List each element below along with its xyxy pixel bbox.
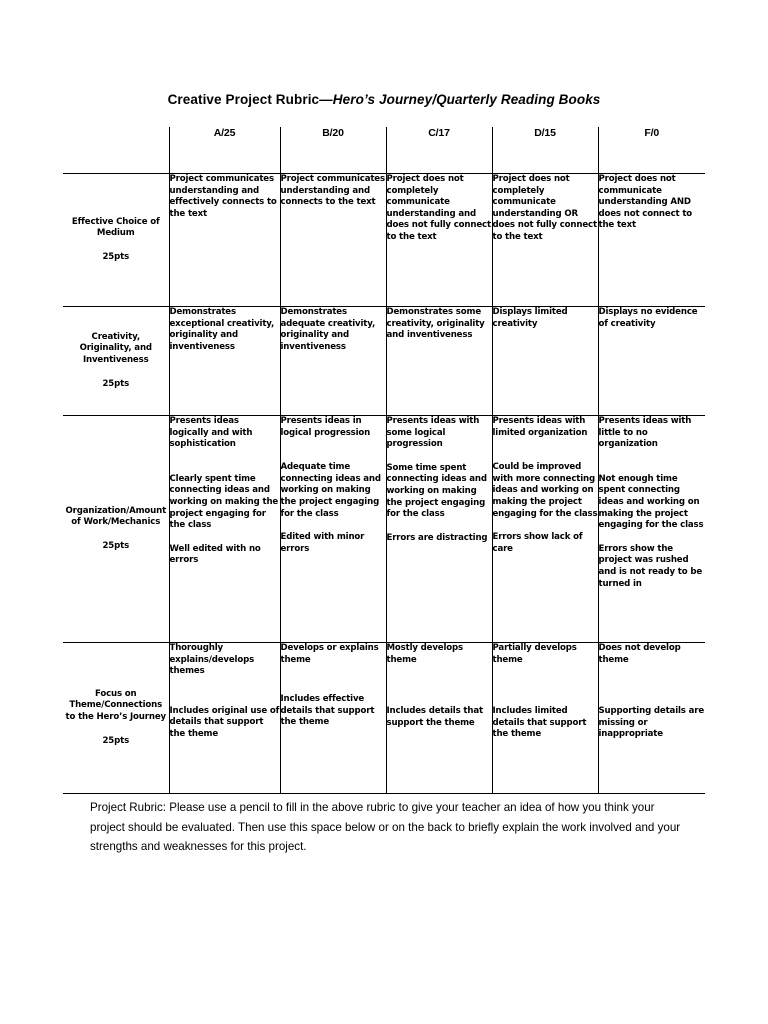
cell-text: Presents ideas with limited organization [492,416,588,438]
rubric-cell [280,307,386,416]
rubric-cell [169,643,280,794]
cell-text: Well edited with no errors [169,543,261,566]
rubric-row [63,174,705,307]
rubric-cell [492,307,598,416]
rubric-row [63,643,705,794]
cell-text: Not enough time spent connecting ideas and working on making the project engaging for the class [598,473,704,531]
rubric-cell [386,307,492,416]
cell-text: Demonstrates adequate creativity, originality and inventiveness [280,307,376,352]
cell-text: Edited with minor errors [280,532,365,554]
cell-text: Project does not completely communicate understanding OR does not fully connect to the text [492,174,597,242]
cell-text: Includes details that support the theme [386,706,483,728]
criterion-label: Creativity, Originality, and Inventiveness [79,331,152,365]
criterion-cell [63,307,169,416]
cell-text: Supporting details are missing or inappropriate [598,706,705,740]
rubric-table [63,127,705,794]
cell-text: Demonstrates exceptional creativity, originality and inventiveness [169,307,275,352]
cell-text: Demonstrates some creativity, originality and inventiveness [386,307,485,341]
cell-text: Presents ideas with some logical progression [386,416,480,450]
rubric-cell [280,174,386,307]
rubric-cell [386,643,492,794]
criterion-points: 25pts [102,735,130,746]
cell-text: Partially develops theme [492,643,577,665]
title-italic: Hero’s Journey/Quarterly Reading Books [332,92,601,107]
cell-text: Errors show the project was rushed and is not ready to be turned in [598,543,703,589]
criterion-points: 25pts [102,378,130,389]
rubric-cell [492,416,598,643]
grade-header: D/15 [492,127,598,174]
cell-text: Errors are distracting [386,532,488,543]
cell-text: Displays limited creativity [492,307,568,329]
cell-text: Includes limited details that support the theme [492,706,587,740]
rubric-cell [386,174,492,307]
grade-header: A/25 [169,127,280,174]
grade-header-row [63,127,705,174]
cell-text: Displays no evidence of creativity [598,307,698,329]
cell-text: Some time spent connecting ideas and working on making the project engaging for the class [386,462,487,520]
rubric-cell [598,643,705,794]
cell-text: Adequate time connecting ideas and working on making the project engaging for the class [280,462,381,519]
criterion-points: 25pts [102,540,130,551]
cell-text: Presents ideas in logical progression [280,416,371,438]
grade-header: C/17 [386,127,492,174]
grade-header: B/20 [280,127,386,174]
rubric-cell [598,307,705,416]
cell-text: Includes original use of details that support the theme [169,705,280,739]
rubric-cell [492,643,598,794]
criterion-points: 25pts [102,251,130,262]
rubric-cell [169,416,280,643]
criterion-label: Organization/Amount of Work/Mechanics [65,505,167,528]
rubric-cell [280,643,386,794]
rubric-row [63,307,705,416]
cell-text: Clearly spent time connecting ideas and working on making the project engaging for the class [169,473,279,531]
cell-text: Develops or explains theme [280,643,379,665]
criterion-cell [63,416,169,643]
cell-text: Does not develop theme [598,643,681,665]
cell-text: Project communicates understanding and connects to the text [280,174,385,208]
footer-note: Project Rubric: Please use a pencil to fill in the above rubric to give your teacher an idea of how you think your project should be evaluated. Then use this space below or on the back to briefly explain the work involved and your strengths and weaknesses for this project. [90,801,681,853]
cell-text: Errors show lack of care [492,532,583,554]
criterion-label: Effective Choice of Medium [71,216,160,239]
criterion-cell [63,643,169,794]
criterion-label: Focus on Theme/Connections to the Hero’s Journey [65,688,166,722]
cell-text: Project communicates understanding and effectively connects to the text [169,174,277,219]
rubric-cell [169,307,280,416]
rubric-cell [598,174,705,307]
cell-text: Presents ideas with little to no organization [598,416,692,450]
cell-text: Project does not communicate understanding AND does not connect to the text [598,174,693,231]
rubric-cell [280,416,386,643]
cell-text: Includes effective details that support the theme [280,694,375,728]
rubric-cell [492,174,598,307]
corner-cell [63,127,169,174]
cell-text: Project does not completely communicate understanding and does not fully connect to the text [386,174,491,242]
document-title [0,92,768,107]
title-main: Creative Project Rubric— [167,92,333,107]
rubric-cell [598,416,705,643]
cell-text: Mostly develops theme [386,643,463,665]
cell-text: Presents ideas logically and with sophistication [169,416,253,450]
rubric-row [63,416,705,643]
grade-header: F/0 [598,127,705,174]
cell-text: Thoroughly explains/develops themes [169,643,255,677]
criterion-cell [63,174,169,307]
rubric-cell [386,416,492,643]
rubric-cell [169,174,280,307]
cell-text: Could be improved with more connecting ideas and working on making the project engaging for the class [492,462,598,519]
